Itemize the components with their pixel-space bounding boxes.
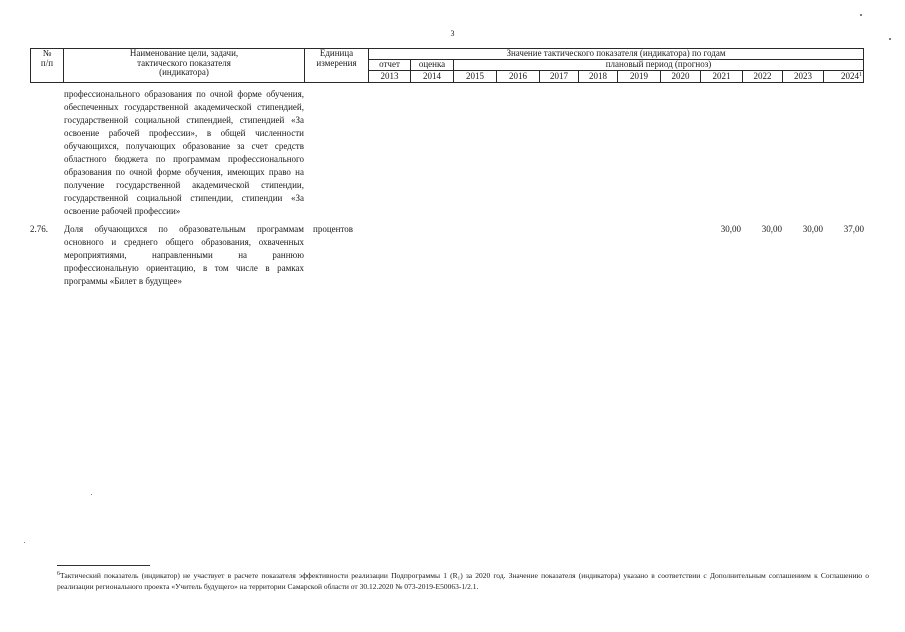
- value-2021: 30,00: [720, 224, 741, 234]
- value-2022: 30,00: [761, 224, 782, 234]
- indicator-table-header: [30, 48, 864, 83]
- footnote-divider: [57, 565, 150, 566]
- header-estimate: оценка: [411, 60, 454, 71]
- header-report: отчет: [369, 60, 411, 71]
- header-year: 2022: [743, 71, 783, 83]
- header-year: 2016: [497, 71, 540, 83]
- header-year: 2013: [369, 71, 411, 83]
- header-year: 2017: [540, 71, 579, 83]
- footnote-ref: 1: [859, 72, 862, 78]
- header-year: 2015: [454, 71, 497, 83]
- page-number: 3: [450, 29, 455, 38]
- scan-speck: [860, 14, 862, 16]
- scan-speck: [889, 38, 891, 40]
- indicator-name: Доля обучающихся по образовательным программам основного и среднего общего образования, охваченных мероприятиями, направленными на раннюю профессиональную ориентацию, в том числе в рамках программы «Билет в будущее»: [64, 224, 304, 286]
- row-number: 2.76.: [30, 224, 48, 234]
- header-year: 2023: [783, 71, 824, 83]
- header-year: 2018: [579, 71, 618, 83]
- header-year: 2020: [661, 71, 701, 83]
- indicator-unit: процентов: [313, 224, 354, 234]
- header-year: 2019: [618, 71, 661, 83]
- header-num: № п/п: [31, 49, 64, 83]
- scan-speck: [24, 542, 25, 543]
- scan-speck: [91, 494, 92, 495]
- footnote: [57, 569, 869, 592]
- value-2023: 30,00: [802, 224, 823, 234]
- continued-indicator-text: профессионального образования по очной форме обучения, обеспеченных государственной академической стипендией, государственной социальной стипендией, стипендией «За освоение рабочей профессии», в общей численности обучающихся, получающих образование за счет средств областного бюджета по программам профессионального образования по очной форме обучения, имеющих право на получение государственной академической стипендии, государственной социальной стипендии, стипендии «За освоение рабочей профессии»: [64, 89, 304, 216]
- footnote-text: Тактический показатель (индикатор) не участвует в расчете показателя эффективности реализации Подпрограммы 1 (R₁) за 2020 год. Значение показателя (индикатора) указано в соответствии с Дополнительным соглашением к Соглашению о реализации регионального проекта «Учитель будущего» на территории Самарской области от 30.12.2020 № 073-2019-E50063-1/2.1.: [57, 571, 869, 591]
- header-name: Наименование цели, задачи, тактического показателя (индикатора): [64, 49, 305, 83]
- value-2024: 37,00: [843, 224, 864, 234]
- header-year: 2021: [701, 71, 743, 83]
- header-year: 2014: [411, 71, 454, 83]
- header-plan-period: плановый период (прогноз): [454, 60, 864, 71]
- header-values-group: Значение тактического показателя (индикатора) по годам: [369, 49, 864, 60]
- footnote-marker: 6: [57, 571, 60, 577]
- header-unit: Единица измерения: [305, 49, 369, 83]
- header-year: 2024$^1$: [824, 71, 864, 83]
